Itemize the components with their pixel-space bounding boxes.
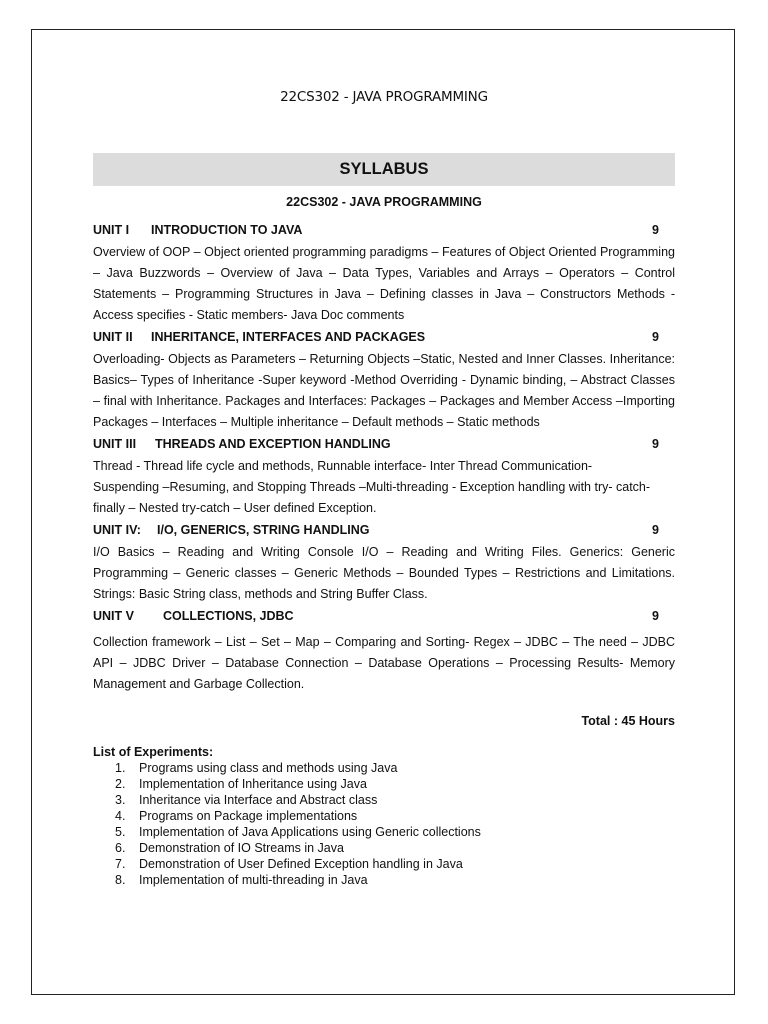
unit-title: THREADS AND EXCEPTION HANDLING <box>155 437 391 451</box>
item-text: Demonstration of IO Streams in Java <box>139 841 344 855</box>
item-number: 1. <box>115 761 126 775</box>
item-text: Programs using class and methods using Java <box>139 761 398 775</box>
item-text: Demonstration of User Defined Exception handling in Java <box>139 857 463 871</box>
syllabus-content <box>93 220 675 888</box>
experiments-list <box>93 760 675 888</box>
total-hours: Total : 45 Hours <box>581 714 675 728</box>
item-text: Implementation of Java Applications using Generic collections <box>139 825 481 839</box>
unit-hours: 9 <box>652 609 659 623</box>
unit-3-line: finally – Nested try-catch – User defined Exception. <box>93 501 377 515</box>
unit-title: I/O, GENERICS, STRING HANDLING <box>157 523 370 537</box>
unit-hours: 9 <box>652 330 659 344</box>
unit-hours: 9 <box>652 523 659 537</box>
item-text: Implementation of Inheritance using Java <box>139 777 367 791</box>
list-item <box>93 872 675 888</box>
unit-title: INTRODUCTION TO JAVA <box>151 223 303 237</box>
item-text: Implementation of multi-threading in Java <box>139 873 368 887</box>
unit-hours: 9 <box>652 437 659 451</box>
experiments-heading: List of Experiments: <box>93 745 214 759</box>
item-number: 7. <box>115 857 126 871</box>
unit-number: UNIT IV: <box>93 523 141 537</box>
document-title: 22CS302 - JAVA PROGRAMMING <box>280 89 488 105</box>
item-number: 3. <box>115 793 126 807</box>
list-item <box>93 776 675 792</box>
unit-2-description: Overloading- Objects as Parameters – Returning Objects –Static, Nested and Inner Classes. Inheritance: Basics– Types of Inheritance -Super keyword -Method Overriding - Dynamic binding, – Abstract Classes – final with Inheritance. Packages and Interfaces: Packages – Packages and Member Access –Importing Packages – Interfaces – Multiple inheritance – Default methods – Static methods <box>93 352 675 429</box>
list-item <box>93 824 675 840</box>
unit-4-heading <box>93 520 675 541</box>
unit-number: UNIT II <box>93 330 133 344</box>
unit-4-description: I/O Basics – Reading and Writing Console I/O – Reading and Writing Files. Generics: Generic Programming – Generic classes – Generic Methods – Bounded Types – Restrictions and Limitations. Strings: Basic String class, methods and String Buffer Class. <box>93 545 675 601</box>
course-subtitle: 22CS302 - JAVA PROGRAMMING <box>286 195 482 209</box>
item-number: 2. <box>115 777 126 791</box>
unit-number: UNIT V <box>93 609 134 623</box>
unit-5-description: Collection framework – List – Set – Map – Comparing and Sorting- Regex – JDBC – The need – JDBC API – JDBC Driver – Database Connection – Database Operations – Processing Results- Memory Management and Garbage Collection. <box>93 635 675 691</box>
list-item <box>93 792 675 808</box>
unit-3-description <box>93 456 675 519</box>
unit-number: UNIT I <box>93 223 130 237</box>
unit-title: COLLECTIONS, JDBC <box>163 609 294 623</box>
unit-1-heading <box>93 220 675 241</box>
unit-3-line: Suspending –Resuming, and Stopping Threads –Multi-threading - Exception handling with try- catch- <box>93 480 651 494</box>
item-number: 6. <box>115 841 126 855</box>
item-text: Inheritance via Interface and Abstract class <box>139 793 378 807</box>
unit-2-heading <box>93 327 675 348</box>
unit-3-heading <box>93 434 675 455</box>
list-item <box>93 808 675 824</box>
list-item <box>93 856 675 872</box>
unit-hours: 9 <box>652 223 659 237</box>
unit-3-line: Thread - Thread life cycle and methods, Runnable interface- Inter Thread Communication- <box>93 459 593 473</box>
unit-number: UNIT III <box>93 437 137 451</box>
item-number: 8. <box>115 873 126 887</box>
syllabus-banner: SYLLABUS <box>93 153 675 186</box>
list-item <box>93 760 675 776</box>
item-text: Programs on Package implementations <box>139 809 358 823</box>
list-item <box>93 840 675 856</box>
unit-1-description: Overview of OOP – Object oriented programming paradigms – Features of Object Oriented Programming – Java Buzzwords – Overview of Java – Data Types, Variables and Arrays – Operators – Control Statements – Programming Structures in Java – Defining classes in Java – Constructors Methods -Access specifies - Static members- Java Doc comments <box>93 245 675 322</box>
unit-5-heading <box>93 606 675 627</box>
item-number: 5. <box>115 825 126 839</box>
unit-title: INHERITANCE, INTERFACES AND PACKAGES <box>151 330 426 344</box>
item-number: 4. <box>115 809 126 823</box>
